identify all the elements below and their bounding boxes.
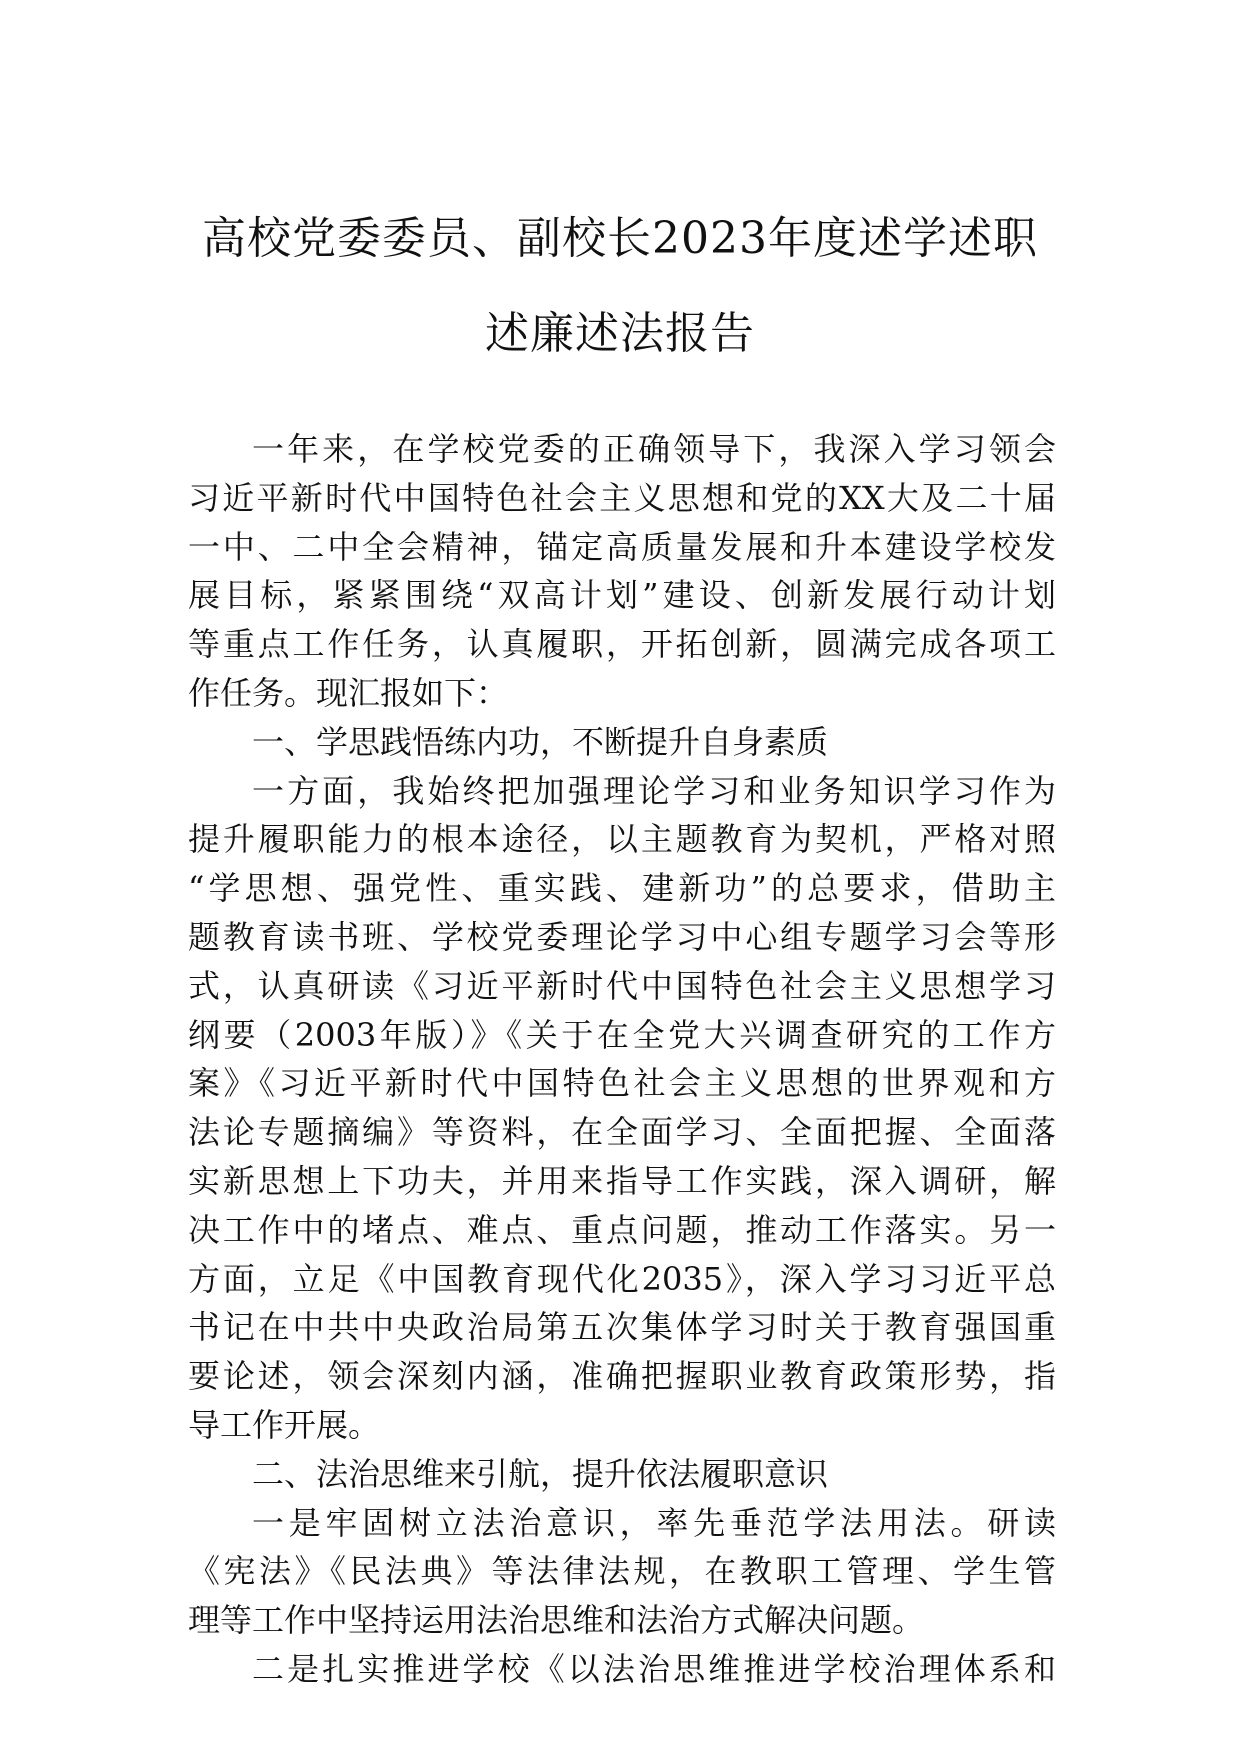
body-text-line: 展目标，紧紧围绕“双高计划”建设、创新发展行动计划: [188, 576, 1056, 615]
body-text-line: 要论述，领会深刻内涵，准确把握职业教育政策形势，指: [188, 1357, 1056, 1396]
body-text-line: 理等工作中坚持运用法治思维和法治方式解决问题。: [188, 1601, 925, 1640]
body-text-line: 等重点工作任务，认真履职，开拓创新，圆满完成各项工: [188, 625, 1056, 664]
body-text-line: 提升履职能力的根本途径，以主题教育为契机，严格对照: [188, 820, 1056, 859]
body-text-line: “学思想、强党性、重实践、建新功”的总要求，借助主: [188, 869, 1056, 908]
body-text-line: 一是牢固树立法治意识，率先垂范学法用法。研读: [252, 1503, 1056, 1542]
section-heading: 二、法治思维来引航，提升依法履职意识: [252, 1454, 829, 1493]
body-text-line: 二是扎实推进学校《以法治思维推进学校治理体系和: [252, 1649, 1056, 1688]
document-title-line-2: 述廉述法报告: [485, 308, 755, 359]
body-text-line: 法论专题摘编》等资料，在全面学习、全面把握、全面落: [188, 1113, 1056, 1152]
body-text-line: 决工作中的堵点、难点、重点问题，推动工作落实。另一: [188, 1210, 1056, 1249]
body-text-line: 《宪法》《民法典》等法律法规，在教职工管理、学生管: [188, 1552, 1056, 1591]
body-text-line: 方面，立足《中国教育现代化2035》，深入学习习近平总: [188, 1259, 1056, 1298]
body-text-line: 式，认真研读《习近平新时代中国特色社会主义思想学习: [188, 966, 1056, 1005]
body-text-line: 一年来，在学校党委的正确领导下，我深入学习领会: [252, 430, 1056, 468]
body-text-line: 纲要（2003年版）》《关于在全党大兴调查研究的工作方: [188, 1015, 1056, 1054]
body-text-line: 一方面，我始终把加强理论学习和业务知识学习作为: [252, 771, 1056, 810]
section-heading: 一、学思践悟练内功，不断提升自身素质: [252, 722, 829, 761]
body-text-line: 习近平新时代中国特色社会主义思想和党的XX大及二十届: [188, 478, 1056, 517]
body-text-line: 实新思想上下功夫，并用来指导工作实践，深入调研，解: [188, 1161, 1056, 1200]
body-text-line: 书记在中共中央政治局第五次集体学习时关于教育强国重: [188, 1308, 1056, 1347]
document-body: [188, 425, 1056, 1694]
document-title-line-1: 高校党委委员、副校长2023年度述学述职: [202, 213, 1038, 264]
body-text-line: 一中、二中全会精神，锚定高质量发展和升本建设学校发: [188, 527, 1056, 566]
body-text-line: 案》《习近平新时代中国特色社会主义思想的世界观和方: [188, 1064, 1056, 1103]
body-text-line: 题教育读书班、学校党委理论学习中心组专题学习会等形: [188, 917, 1056, 956]
body-text-line: 作任务。现汇报如下：: [188, 673, 509, 712]
body-text-line: 导工作开展。: [188, 1405, 381, 1444]
